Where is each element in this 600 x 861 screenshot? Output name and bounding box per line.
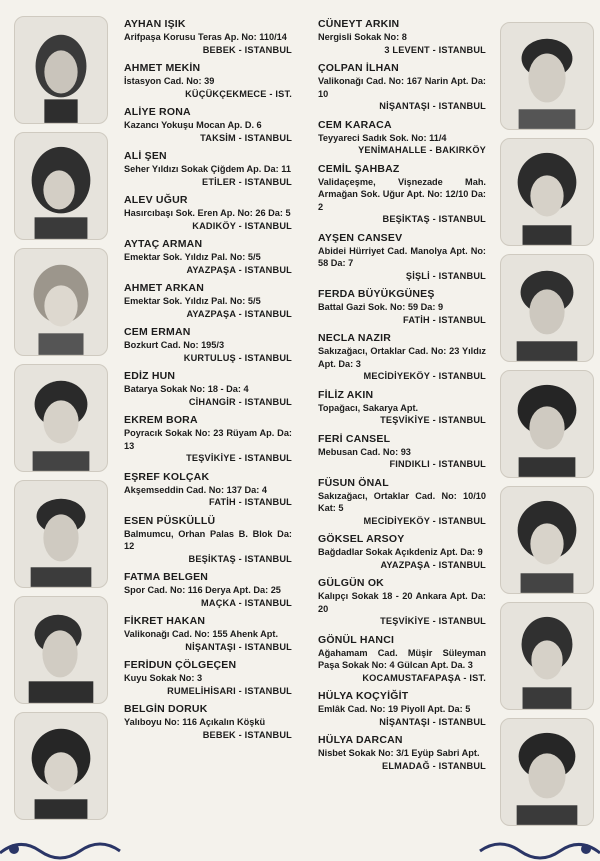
directory-entry	[318, 332, 486, 383]
portrait-photo	[14, 132, 108, 240]
entry-address: Spor Cad. No: 116 Derya Apt. Da: 25	[124, 585, 281, 595]
directory-entry	[124, 150, 292, 188]
entry-address: İstasyon Cad. No: 39	[124, 76, 215, 86]
directory-entry	[124, 370, 292, 408]
portrait-photo	[14, 16, 108, 124]
entry-address: Valikonağı Cad. No: 167 Narin Apt. Da: 10	[318, 76, 486, 99]
entry-district: MECİDİYEKÖY - ISTANBUL	[363, 371, 486, 381]
entry-address: Hasırcıbaşı Sok. Eren Ap. No: 26 Da: 5	[124, 208, 291, 218]
directory-entry	[124, 703, 292, 741]
directory-entry	[318, 389, 486, 427]
entry-name: GÜLGÜN OK	[318, 577, 384, 589]
entry-district: NİŞANTAŞI - ISTANBUL	[185, 641, 292, 652]
entry-district: MAÇKA - ISTANBUL	[201, 597, 292, 608]
entry-name: CEM ERMAN	[124, 326, 191, 338]
portrait-photo	[500, 602, 594, 710]
portrait-photo	[500, 486, 594, 594]
entry-name: ALİ ŞEN	[124, 150, 167, 162]
portrait-photo	[500, 370, 594, 478]
directory-entry	[318, 577, 486, 628]
entry-address: Akşemseddin Cad. No: 137 Da: 4	[124, 484, 267, 495]
entry-district: KADIKÖY - ISTANBUL	[192, 220, 292, 231]
entry-district: ETİLER - ISTANBUL	[202, 176, 292, 187]
right-photo-column	[500, 22, 594, 834]
portrait-photo	[14, 712, 108, 820]
entry-name: FÜSUN ÖNAL	[318, 476, 389, 489]
entry-address: Kuyu Sokak No: 3	[124, 673, 203, 683]
entry-address: Yalıboyu No: 116 Açıkalın Köşkü	[124, 717, 266, 727]
entry-address: Batarya Sokak No: 18 - Da: 4	[124, 384, 249, 394]
directory-column-left	[124, 18, 292, 747]
portrait-photo	[500, 22, 594, 130]
entry-name: FERİDUN ÇÖLGEÇEN	[124, 659, 237, 671]
entry-address: Validaçeşme, Vişnezade Mah. Armağan Sok. Uğur Apt. No: 12/10 Da: 2	[318, 176, 486, 212]
entry-address: Emlâk Cad. No: 19 Piyoll Apt. Da: 5	[318, 704, 471, 714]
entry-district: NİŞANTAŞI - ISTANBUL	[379, 716, 486, 727]
directory-entry	[124, 282, 292, 320]
directory-entry	[318, 163, 486, 226]
entry-address: Valikonağı Cad. No: 155 Ahenk Apt.	[124, 629, 279, 639]
entry-name: FATMA BELGEN	[124, 571, 209, 583]
entry-district: CİHANGİR - ISTANBUL	[188, 396, 292, 407]
entry-address: Abidei Hürriyet Cad. Manolya Apt. No: 58 Da: 7	[318, 245, 486, 268]
entry-address: Balmumcu, Orhan Palas B. Blok Da: 12	[124, 528, 292, 551]
entry-district: TEŞVİKİYE - ISTANBUL	[380, 616, 486, 626]
portrait-photo	[14, 596, 108, 704]
entry-name: AYŞEN CANSEV	[318, 231, 403, 244]
entry-address: Nisbet Sokak No: 3/1 Eyüp Sabri Apt.	[318, 748, 480, 758]
entry-district: TEŞVİKİYE - ISTANBUL	[186, 453, 292, 463]
directory-entry	[124, 62, 292, 100]
entry-district: AYAZPAŞA - ISTANBUL	[186, 308, 292, 319]
entry-district: AYAZPAŞA - ISTANBUL	[380, 559, 486, 570]
entry-district: KOCAMUSTAFAPAŞA - IST.	[362, 672, 486, 683]
entry-district: BEŞİKTAŞ - ISTANBUL	[188, 553, 292, 564]
entry-district: YENİMAHALLE - BAKIRKÖY	[358, 145, 486, 155]
entry-name: ESEN PÜSKÜLLÜ	[124, 514, 216, 527]
portrait-photo	[500, 254, 594, 362]
directory-entry	[318, 634, 486, 685]
entry-district: 3 LEVENT - ISTANBUL	[384, 44, 486, 55]
entry-name: AYHAN IŞIK	[124, 18, 186, 30]
entry-address: Poyracık Sokak No: 23 Rüyam Ap. Da: 13	[124, 428, 292, 451]
entry-name: FİKRET HAKAN	[124, 615, 206, 627]
entry-district: BEBEK - ISTANBUL	[202, 44, 292, 55]
entry-district: KÜÇÜKÇEKMECE - IST.	[185, 88, 292, 99]
entry-name: AHMET ARKAN	[124, 282, 204, 294]
entry-district: MECİDİYEKÖY - ISTANBUL	[363, 515, 486, 526]
directory-entry	[318, 734, 486, 772]
entry-district: TAKSİM - ISTANBUL	[200, 132, 292, 143]
entry-address: Arifpaşa Korusu Teras Ap. No: 110/14	[124, 32, 287, 42]
directory-entry	[318, 477, 486, 528]
entry-name: FERİ CANSEL	[318, 432, 391, 445]
entry-district: BEBEK - ISTANBUL	[202, 729, 292, 740]
entry-district: BEŞİKTAŞ - ISTANBUL	[382, 214, 486, 224]
entry-address: Emektar Sok. Yıldız Pal. No: 5/5	[124, 252, 261, 262]
entry-address: Seher Yıldızı Sokak Çiğdem Ap. Da: 11	[124, 164, 291, 174]
directory-entry	[318, 288, 486, 326]
left-photo-column	[14, 16, 108, 828]
decorative-border-ornament	[0, 831, 600, 861]
entry-name: ÇOLPAN İLHAN	[318, 62, 399, 74]
entry-address: Ağahamam Cad. Müşir Süleyman Paşa Sokak No: 4 Gülcan Apt. Da. 3	[318, 647, 486, 670]
entry-name: NECLA NAZIR	[318, 332, 391, 344]
entry-name: FERDA BÜYÜKGÜNEŞ	[318, 288, 435, 300]
directory-column-right	[318, 18, 486, 778]
entry-name: GÖNÜL HANCI	[318, 633, 395, 646]
entry-address: Kalıpçı Sokak 18 - 20 Ankara Apt. Da: 20	[318, 591, 486, 614]
entry-address: Bozkurt Cad. No: 195/3	[124, 340, 225, 350]
entry-address: Nergisli Sokak No: 8	[318, 32, 407, 42]
directory-entry	[124, 238, 292, 276]
directory-entry	[318, 62, 486, 113]
entry-name: FİLİZ AKIN	[318, 388, 374, 401]
entry-address: Sakızağacı, Ortaklar Cad. No: 23 Yıldız Apt. Da: 3	[318, 346, 486, 369]
entry-address: Teyyareci Sadık Sok. No: 11/4	[318, 132, 447, 143]
entry-address: Emektar Sok. Yıldız Pal. No: 5/5	[124, 296, 261, 306]
entry-name: HÜLYA DARCAN	[318, 734, 403, 746]
entry-name: CEM KARACA	[318, 118, 392, 131]
entry-district: RUMELİHİSARI - ISTANBUL	[167, 685, 292, 696]
entry-address: Topağacı, Sakarya Apt.	[318, 402, 419, 413]
portrait-photo	[500, 718, 594, 826]
entry-district: AYAZPAŞA - ISTANBUL	[186, 264, 292, 275]
entry-address: Mebusan Cad. No: 93	[318, 446, 411, 457]
entry-name: GÖKSEL ARSOY	[318, 533, 405, 545]
directory-entry	[318, 433, 486, 471]
portrait-photo	[500, 138, 594, 246]
directory-entry	[124, 106, 292, 144]
portrait-photo	[14, 480, 108, 588]
portrait-photo	[14, 248, 108, 356]
directory-entry	[318, 690, 486, 728]
entry-name: ALİYE RONA	[124, 106, 191, 118]
entry-name: EŞREF KOLÇAK	[124, 470, 210, 483]
entry-address: Kazancı Yokuşu Mocan Ap. D. 6	[124, 120, 262, 130]
entry-name: HÜLYA KOÇYİĞİT	[318, 690, 409, 702]
entry-district: NİŞANTAŞI - ISTANBUL	[379, 101, 486, 111]
entry-address: Battal Gazi Sok. No: 59 Da: 9	[318, 302, 444, 312]
entry-name: EDİZ HUN	[124, 370, 176, 382]
entry-district: FATİH - ISTANBUL	[209, 497, 292, 507]
entry-district: ŞİŞLİ - ISTANBUL	[405, 270, 486, 281]
entry-district: FINDIKLI - ISTANBUL	[389, 459, 486, 469]
entry-name: AYTAÇ ARMAN	[124, 238, 203, 250]
entry-name: ALEV UĞUR	[124, 194, 188, 206]
directory-entry	[318, 533, 486, 571]
directory-entry	[124, 194, 292, 232]
directory-entry	[124, 471, 292, 509]
directory-entry	[124, 571, 292, 609]
directory-entry	[124, 515, 292, 566]
entry-district: TEŞVİKİYE - ISTANBUL	[380, 415, 486, 425]
entry-district: ELMADAĞ - ISTANBUL	[382, 760, 486, 771]
entry-address: Sakızağacı, Ortaklar Cad. No: 10/10 Kat: 5	[318, 490, 486, 513]
directory-entry	[124, 414, 292, 465]
entry-district: KURTULUŞ - ISTANBUL	[183, 352, 292, 363]
directory-entry	[124, 615, 292, 653]
directory-entry	[318, 232, 486, 283]
entry-name: CÜNEYT ARKIN	[318, 18, 400, 30]
entry-address: Bağdadlar Sokak Açıkdeniz Apt. Da: 9	[318, 547, 483, 557]
entry-name: AHMET MEKİN	[124, 62, 201, 74]
directory-entry	[124, 659, 292, 697]
directory-entry	[318, 119, 486, 157]
directory-entry	[124, 326, 292, 364]
entry-name: BELGİN DORUK	[124, 703, 208, 715]
portrait-photo	[14, 364, 108, 472]
entry-name: CEMİL ŞAHBAZ	[318, 162, 400, 175]
directory-entry	[124, 18, 292, 56]
entry-name: EKREM BORA	[124, 414, 198, 426]
directory-entry	[318, 18, 486, 56]
entry-district: FATİH - ISTANBUL	[403, 314, 486, 325]
